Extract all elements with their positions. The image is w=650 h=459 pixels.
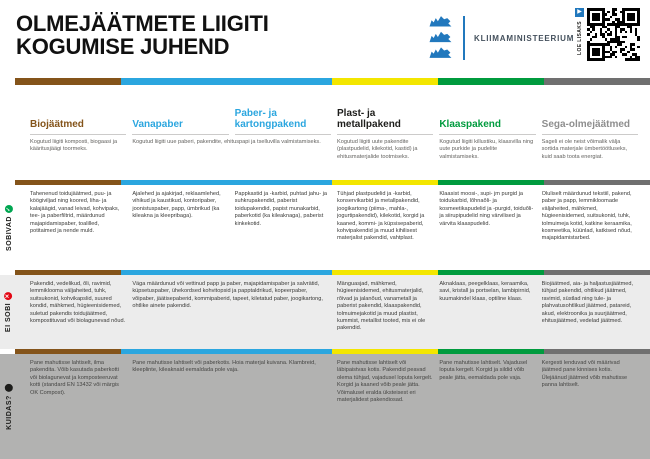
how-plast: Pane mahutisse lahtiselt või läbipaistvas kotis. Pakendid peavad olema tühjad, vajadusel loputa kergelt. Korgid ja kaaned võib peale jätta. Võimalusel eralda üksteisest eri materjalidest pakendiosad.	[337, 360, 433, 403]
not-suitable-klaas: Aknaklaas, peegelklaas, keraamika, savi, kristall ja portselan, lambipirnid, kuumakindel klaas, optiline klaas.	[439, 281, 531, 302]
how-sega: Kergesti lenduvad või määrivad jäätmed pane kinnises kotis. Ülejäänud jäätmed võib mahutisse panna lahtiselt.	[541, 360, 628, 389]
estonia-coat-of-arms-icon	[428, 14, 454, 62]
suitable-label: SOBIVAD	[5, 215, 12, 251]
how-klaas: Pane mahutisse lahtiselt. Vajadusel loputa kergelt. Korgid ja sildid võib peale jätta, eemaldada pole vaja.	[439, 360, 528, 381]
ministry-logo	[428, 12, 574, 64]
check-icon	[5, 205, 13, 213]
bar-segment-vanapaber	[121, 78, 227, 85]
x-icon	[5, 292, 13, 300]
qr-code	[587, 8, 640, 61]
description-sega: Sageli ei ole neist võimalik välja sortida materjale ümbertöötluseks, kuid saab toota energiat.	[541, 139, 628, 160]
category-color-bar	[15, 78, 650, 85]
column-header-sega: Sega-olmejäätmed	[542, 119, 638, 135]
bar-segment-bio	[15, 78, 121, 85]
suitable-sega: Oluliselt määrdunud tekstiil, pakend, paber ja papp, lemmikloomade väljaheited, mähkmed, hügieenisidemed, suitsukonid, tuhk, tolmuimeja kotid, katkine keraamika, kosmeetika, küünlad, katkised nõud, majapidamistarbed.	[541, 191, 632, 242]
page-title-line2: KOGUMISE JUHEND	[16, 34, 230, 60]
how-bio: Pane mahutisse lahtiselt, ilma pakendita. Võib kasutada paberkotti või biolagunevat ja komposteeruvat kotti (standard EN 13432 või märgis OK Compost).	[30, 360, 119, 396]
row-how	[0, 354, 650, 459]
description-plast: Kogutud liigiti uute pakendite (plastpudelid, kilekotid, kastid) ja ehitusmaterjalide tootmiseks.	[337, 139, 418, 160]
page-title	[16, 12, 269, 58]
not-suitable-paper: Väga määrdunud või vettinud papp ja paber, majapidamispaber ja salvrätid, küpsetuspaber, ühekordsed kohvitopsid ja papptaldrikud, kopeerpaber, võipaber, jäätisepaberid, kommipaberid, tapeet, kiletatud paber, joogikartong, ohtlike ainete pakendid.	[132, 281, 323, 310]
bar-segment-klaas	[438, 78, 544, 85]
row-label-suitable	[0, 185, 17, 270]
column-header-vanapaber: Vanapaber	[132, 119, 228, 135]
bar-segment-plast	[332, 78, 438, 85]
external-link-icon: ▶	[575, 8, 584, 17]
dot-icon	[5, 384, 13, 392]
not-suitable-label: EI SOBI	[5, 302, 12, 333]
qr-label: LOE LISAKS	[576, 21, 583, 56]
row-label-not-suitable	[0, 275, 17, 349]
qr-block	[575, 8, 640, 62]
bar-segment-kartong	[227, 78, 333, 85]
row-not-suitable	[0, 275, 650, 349]
suitable-kartong: Pappkastid ja -karbid, puhtad jahu- ja suhkrupakendid, paberist toidupakendid, papist munakarbid, paberkotid (ka kileaknaga), paberist kinkekotid.	[234, 191, 328, 227]
how-paper: Pane mahutisse lahtiselt või paberkotis. Hoia materjal kuivana. Klambreid, kleeplinte, kileaknaid eemaldada pole vaja.	[132, 360, 316, 374]
description-row	[0, 135, 650, 180]
ministry-name: KLIIMAMINISTEERIUM	[474, 33, 575, 43]
suitable-vanapaber: Ajalehed ja ajakirjad, reklaamlehed, vihikud ja kaustikud, kontoripaber, joonistuspaber, papp, ümbrikud (ka kileakna ja kleepribaga).	[132, 191, 221, 220]
suitable-klaas: Klaasist moosi-, supi- jm purgid ja toidukarbid, lõhnaõli- ja kosmeetikapudelid ja -purgid, toiduõli- ja siirupipudelid ning värvilised ja värvita klaaspudelid.	[439, 191, 534, 227]
column-headers-row	[0, 85, 650, 135]
not-suitable-bio: Pakendid, vedelikud, õli, ravimid, lemmiklooma väljaheited, tuhk, suitsukonid, kohvikapslid, suured kondid, mähkmed, hügieenisidemed, suletud pakendis toidujäätmed, kompostituvad või biolagunevad nõud.	[30, 281, 126, 324]
how-label: KUIDAS?	[5, 394, 12, 430]
page-title-line1: OLMEJÄÄTMETE LIIGITI	[16, 11, 269, 36]
logo-divider	[463, 16, 465, 60]
description-klaas: Kogutud liigiti killustiku, klaasvilla ning uute purkide ja pudelite valmistamiseks.	[439, 139, 534, 160]
column-header-kartongpakend: Paber- ja kartongpakend	[235, 108, 331, 135]
column-header-klaaspakend: Klaaspakend	[439, 119, 535, 135]
bar-segment-sega	[544, 78, 650, 85]
description-bio: Kogutud liigiti komposti, biogaasi ja kääritusjäägi toormeks.	[30, 139, 118, 153]
suitable-plast: Tühjad plastpudelid ja -karbid, konservikarbid ja metallpakendid, joogikartong (piima-, mahla-, jogurtipakendid), kilekotid, korgid ja kaaned, kommi- ja küpsisepaberid, kohvipakendid ja muud kihilisest materjalist pakendid, vahtplast.	[337, 191, 425, 242]
header	[0, 0, 650, 78]
column-header-plast-metall: Plast- ja metallpakend	[337, 108, 433, 135]
suitable-bio: Tahenenud toidujäätmed, puu- ja köögiviljad ning koored, liha- ja kalajäägid, vanad leivad, kohvipaks, tee- ja paberfiltrid, määrdunud majapidamispaber, toalilled, potitaimed ja nende muld.	[30, 191, 120, 234]
description-paper: Kogutud liigiti uue paberi, pakendite, ehituspapi ja tselluvilla valmistamiseks.	[132, 139, 321, 145]
column-header-biojaatmed: Biojäätmed	[30, 119, 126, 135]
not-suitable-sega: Biojäätmed, aia- ja haljastusjäätmed, tühjad pakendid, ohtlikud jäätmed, ravimid, süstlad ning tule- ja plahvatusohtlikud jäätmed, patareid, akud, elektroonika ja suurjäätmed, ehitusjäätmed, vedelad jäätmed.	[541, 281, 634, 324]
not-suitable-plast: Mänguasjad, mähkmed, hügieenisidemed, ehitusmaterjalid, rõivad ja jalanõud, vanametall ja paberist pakendid, klaaspakendid, tolmuimejakotid ja muud plastist, kummist, metallist tooted, mis ei ole pakendid.	[337, 281, 426, 332]
row-suitable	[0, 185, 650, 270]
row-label-how	[0, 354, 17, 459]
